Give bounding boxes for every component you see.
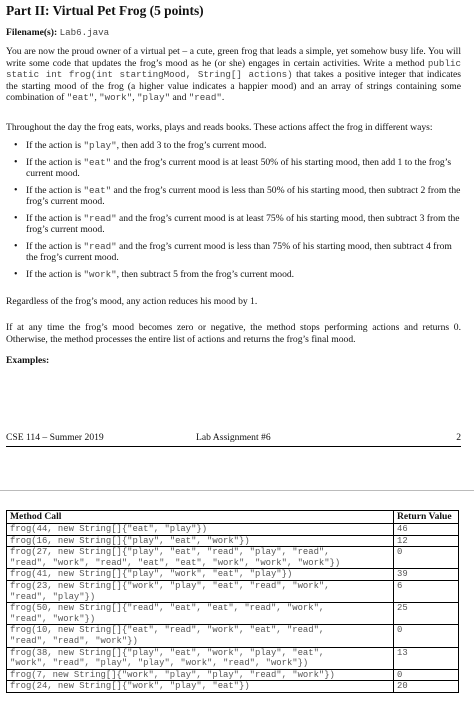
examples-heading: Examples: (6, 355, 50, 366)
rule-action-code: "work" (83, 268, 117, 280)
intro-text: , (132, 92, 138, 103)
method-call-cell: frog(50, new String[]{"read", "eat", "eat", "read", "work", "read", "work"}) (7, 603, 394, 625)
rule-text: If the action is (26, 184, 84, 196)
filename-line (6, 27, 461, 38)
rule-item (6, 269, 461, 281)
rule-action-code: "eat" (83, 156, 112, 168)
rule-text: If the action is (26, 240, 84, 252)
inline-code: "eat" (66, 92, 95, 103)
table-row (7, 681, 459, 693)
filename-label: Filename(s): (6, 27, 58, 38)
filename-value: Lab6.java (59, 27, 110, 38)
return-value-cell: 12 (394, 535, 459, 547)
rule-text: If the action is (26, 140, 84, 151)
return-value-cell: 39 (394, 569, 459, 581)
actions-intro: Throughout the day the frog eats, works, plays and reads books. These actions affect the frog in different ways: (6, 122, 433, 133)
footer-assignment: Lab Assignment #6 (196, 432, 271, 443)
return-value-cell: 0 (394, 625, 459, 647)
rule-text: If the action is (26, 156, 84, 168)
inline-code: "work" (99, 92, 133, 103)
rule-action-code: "eat" (83, 184, 112, 196)
table-row (7, 647, 459, 669)
return-value-cell: 20 (394, 681, 459, 693)
rule-action-code: "read" (83, 240, 117, 252)
rule-text: and the frog’s current mood is less than 75% of his starting mood, then subtract 4 from the frog’s current mood. (26, 240, 452, 263)
method-call-cell: frog(16, new String[]{"play", "eat", "work"}) (7, 535, 394, 547)
inline-code: "read" (188, 92, 222, 103)
rule-item (6, 157, 461, 180)
rule-item (6, 140, 461, 152)
return-value-cell: 46 (394, 524, 459, 536)
intro-text: , (94, 92, 100, 103)
stop-condition-paragraph: If at any time the frog’s mood becomes zero or negative, the method stops performing actions and returns 0. Otherwise, the method processes the entire list of actions and returns the frog’s final mood. (6, 322, 461, 345)
page-separator (0, 490, 474, 491)
rule-text: , then add 3 to the frog’s current mood. (116, 140, 267, 151)
method-call-cell: frog(44, new String[]{"eat", "play"}) (7, 524, 394, 536)
method-call-cell: frog(38, new String[]{"play", "eat", "work", "play", "eat", "work", "read", "play", "play", "work", "read", "work"}) (7, 647, 394, 669)
rule-text: If the action is (26, 268, 84, 280)
rules-list (6, 140, 461, 285)
table-row (7, 669, 459, 681)
footer-page-number: 2 (456, 432, 461, 443)
method-call-cell: frog(7, new String[]{"work", "play", "play", "read", "work"}) (7, 669, 394, 681)
table-row (7, 569, 459, 581)
header-return-value: Return Value (394, 511, 459, 524)
return-value-cell: 0 (394, 669, 459, 681)
return-value-cell: 13 (394, 647, 459, 669)
rule-item (6, 185, 461, 208)
rule-action-code: "play" (83, 140, 117, 151)
intro-text: and (170, 92, 189, 103)
method-call-cell: frog(27, new String[]{"play", "eat", "read", "play", "read", "read", "work", "read", "eat", "eat", "work", "work", "work"}) (7, 547, 394, 569)
intro-text: that takes a positive integer that indicates the starting mood of the frog (a higher value indicates a happier mood) and an array of strings containing some combination of (6, 69, 461, 103)
table-row (7, 625, 459, 647)
footer-rule (6, 446, 461, 447)
examples-table (6, 510, 459, 693)
rule-text: , then subtract 5 from the frog’s current mood. (116, 268, 295, 280)
section-title: Part II: Virtual Pet Frog (5 points) (6, 3, 204, 18)
table-row (7, 535, 459, 547)
rule-text: and the frog’s current mood is at least 50% of his starting mood, then add 1 to the frog’s current mood. (26, 156, 452, 179)
rule-text: and the frog’s current mood is less than 50% of his starting mood, then subtract 2 from the frog’s current mood. (26, 184, 461, 207)
footer-course: CSE 114 – Summer 2019 (6, 432, 104, 443)
examples-table-body (7, 524, 459, 693)
table-header-row (7, 511, 459, 524)
inline-code: "play" (137, 92, 171, 103)
rule-action-code: "read" (83, 212, 117, 224)
inline-code: public static int frog(int startingMood, String[] actions) (6, 57, 461, 80)
method-call-cell: frog(24, new String[]{"work", "play", "eat"}) (7, 681, 394, 693)
regardless-paragraph: Regardless of the frog’s mood, any action reduces his mood by 1. (6, 296, 258, 307)
table-row (7, 524, 459, 536)
return-value-cell: 25 (394, 603, 459, 625)
header-method-call: Method Call (7, 511, 394, 524)
intro-text: . (221, 92, 225, 103)
method-call-cell: frog(23, new String[]{"work", "play", "eat", "read", "work", "read", "play"}) (7, 580, 394, 602)
table-row (7, 547, 459, 569)
rule-text: and the frog’s current mood is at least 75% of his starting mood, then subtract 3 from the frog’s current mood. (26, 212, 460, 235)
page-footer (6, 432, 461, 446)
table-row (7, 580, 459, 602)
rule-item (6, 213, 461, 236)
rule-item (6, 241, 461, 264)
intro-paragraph (6, 46, 461, 104)
table-row (7, 603, 459, 625)
intro-text: You are now the proud owner of a virtual pet – a cute, green frog that leads a simple, yet somehow busy life. You will write some code that updates the frog’s mood as he (or she) engages in certain activities. Write a method (6, 46, 461, 69)
return-value-cell: 6 (394, 580, 459, 602)
method-call-cell: frog(41, new String[]{"play", "work", "eat", "play"}) (7, 569, 394, 581)
return-value-cell: 0 (394, 547, 459, 569)
rule-text: If the action is (26, 212, 84, 224)
method-call-cell: frog(10, new String[]{"eat", "read", "work", "eat", "read", "read", "read", "work"}) (7, 625, 394, 647)
